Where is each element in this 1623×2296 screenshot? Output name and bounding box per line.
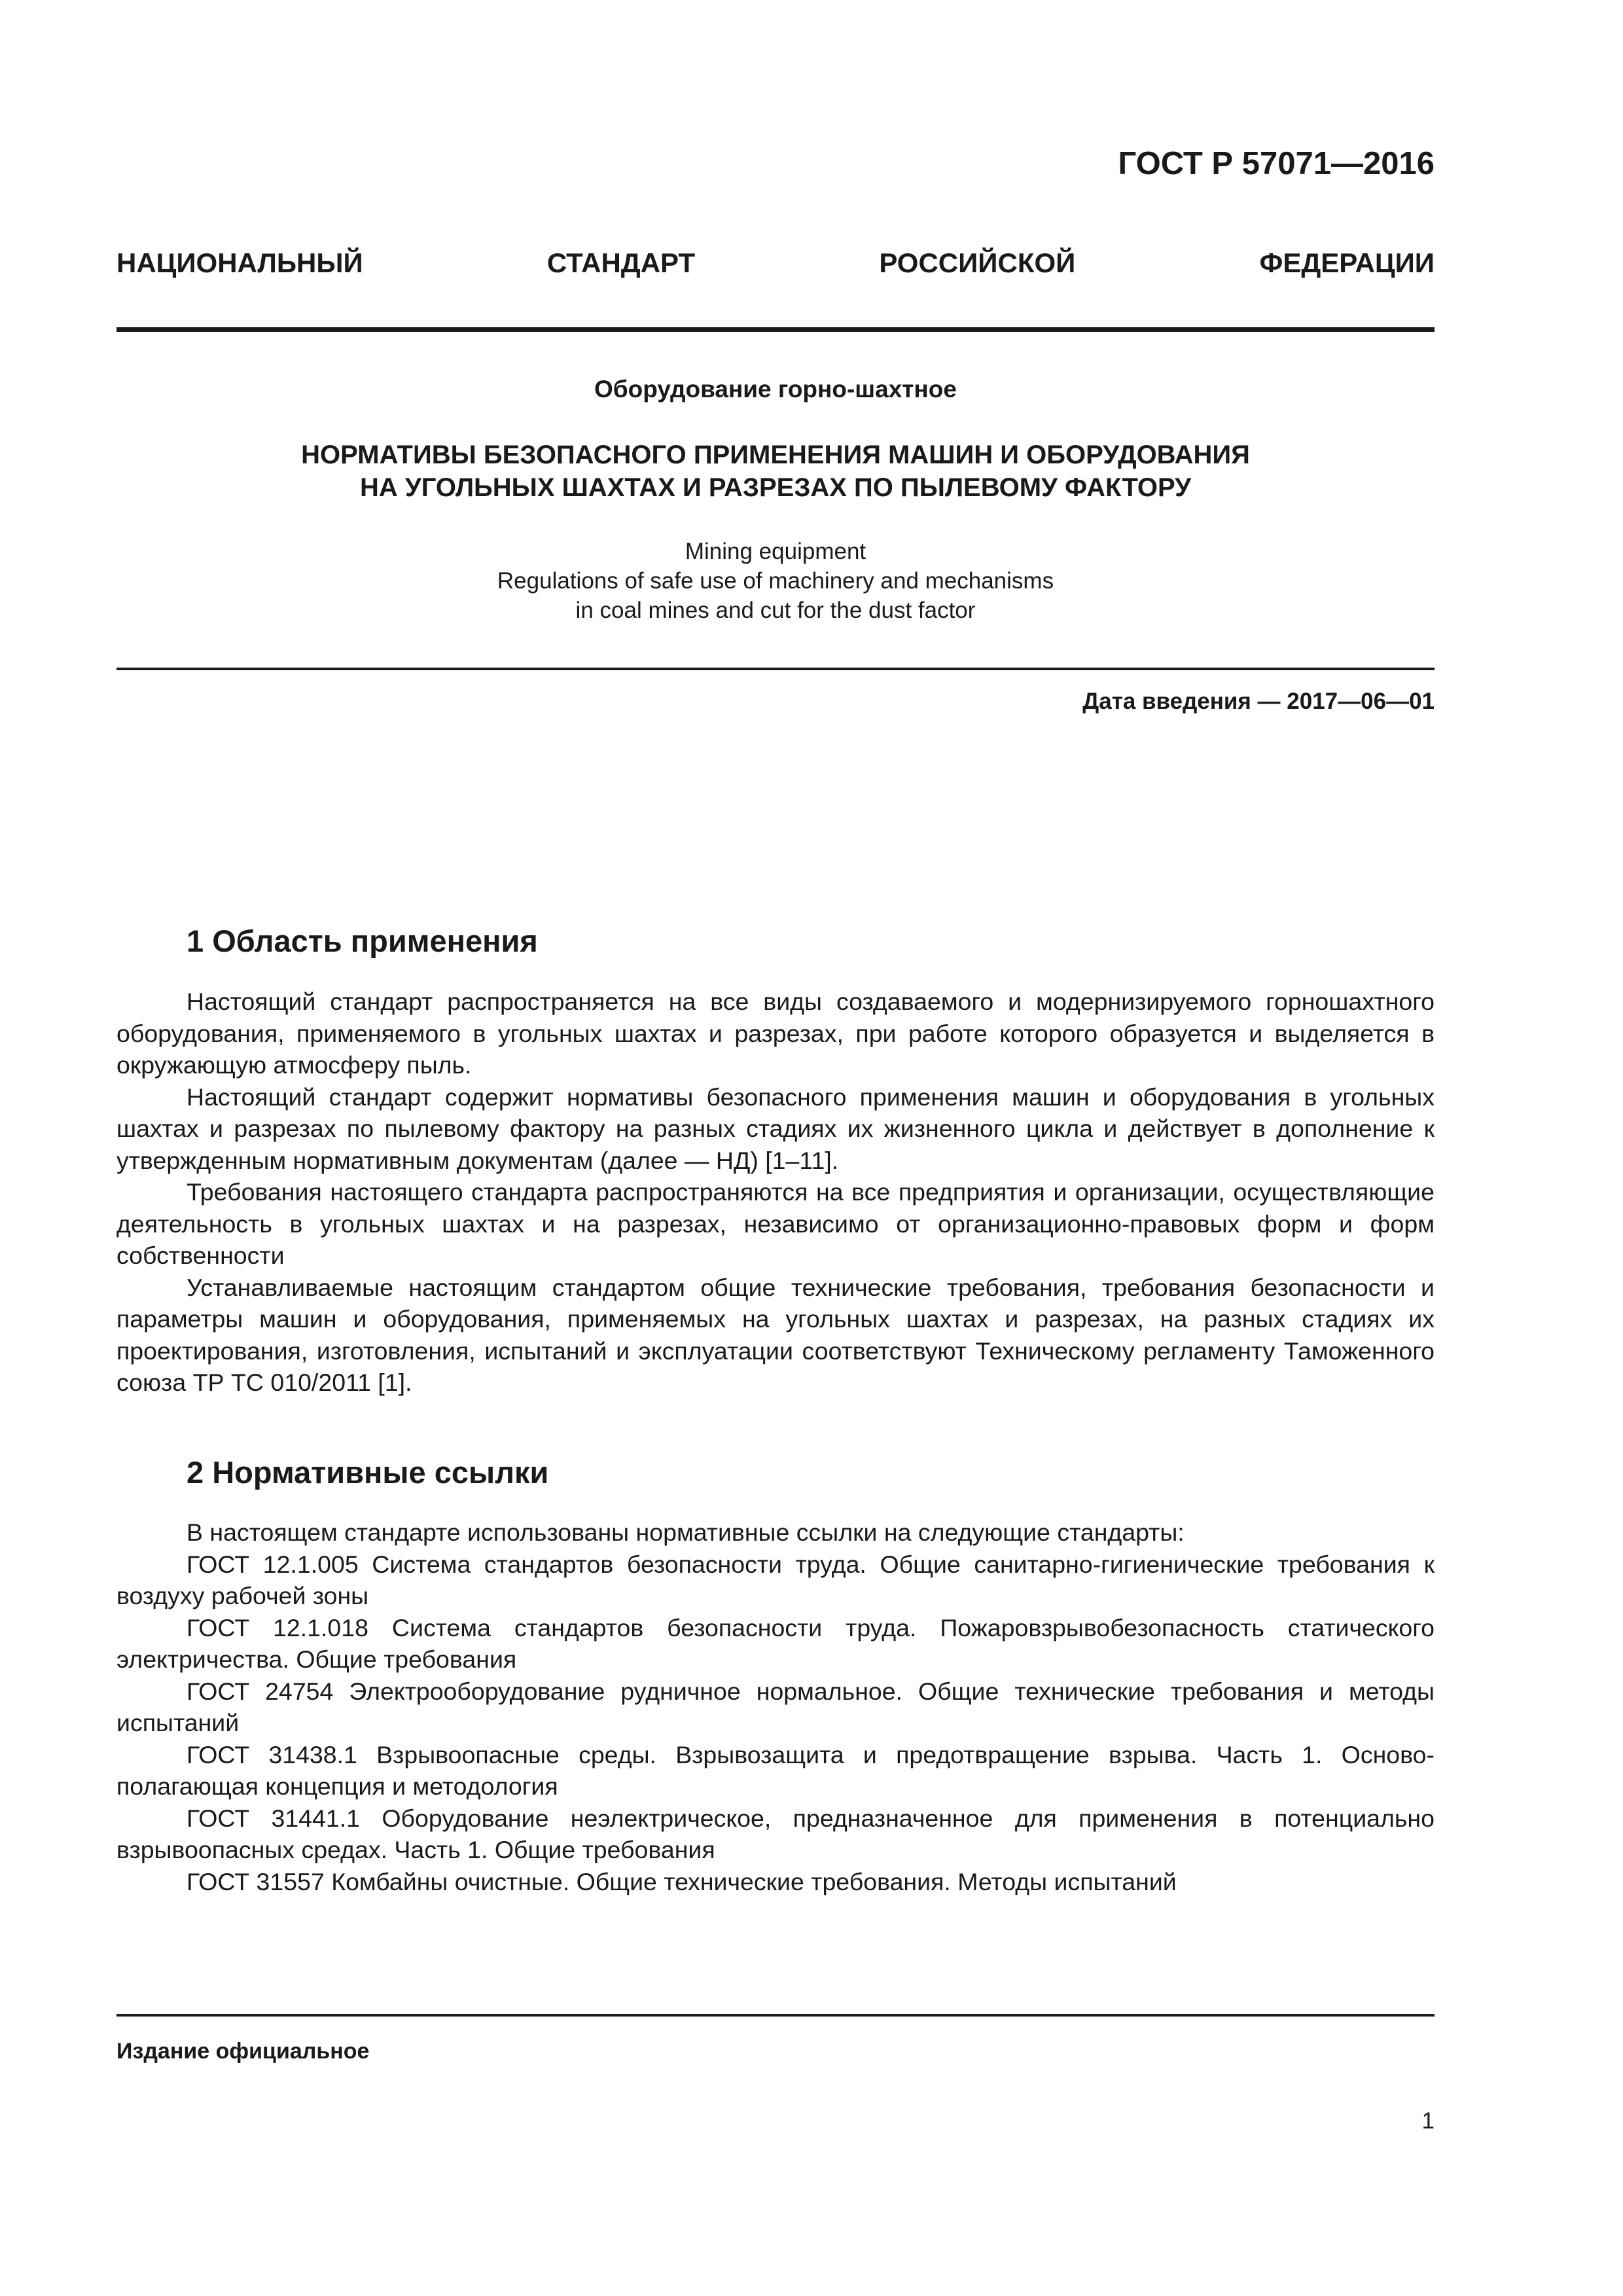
english-title-line-2: Regulations of safe use of machinery and mechanisms bbox=[497, 568, 1054, 594]
header-divider bbox=[116, 327, 1435, 332]
title-divider bbox=[116, 668, 1435, 670]
document-number: ГОСТ Р 57071—2016 bbox=[1118, 146, 1435, 181]
main-title-line-1: НОРМАТИВЫ БЕЗОПАСНОГО ПРИМЕНЕНИЯ МАШИН И ОБОРУДОВАНИЯ bbox=[301, 440, 1250, 469]
english-title-line-1: Mining equipment bbox=[685, 539, 866, 564]
section-1-body bbox=[116, 986, 1435, 1399]
equipment-title: Оборудование горно-шахтное bbox=[594, 376, 957, 403]
footer-divider bbox=[116, 2014, 1435, 2017]
introduction-date: Дата введения — 2017—06—01 bbox=[1082, 689, 1435, 714]
english-title bbox=[116, 537, 1435, 625]
page-number: 1 bbox=[1421, 2108, 1435, 2134]
section-2-heading: 2 Нормативные ссылки bbox=[187, 1455, 549, 1490]
reference-item: ГОСТ 12.1.018 Система стандартов безопасности труда. Пожаровзрывобезопасность статического электричества. Общие требования bbox=[116, 1613, 1435, 1673]
section-2-body bbox=[116, 1516, 1435, 1897]
reference-item: ГОСТ 31557 Комбайны очистные. Общие технические требования. Методы испытаний bbox=[187, 1867, 1177, 1895]
main-title-line-2: НА УГОЛЬНЫХ ШАХТАХ И РАЗРЕЗАХ ПО ПЫЛЕВОМУ ФАКТОРУ bbox=[359, 473, 1192, 502]
reference-item: ГОСТ 24754 Электрооборудование рудничное нормальное. Общие технические требования и методы испытаний bbox=[116, 1677, 1435, 1736]
national-standard-title: НАЦИОНАЛЬНЫЙ СТАНДАРТ РОССИЙСКОЙ ФЕДЕРАЦИИ bbox=[116, 247, 1435, 278]
paragraph: Требования настоящего стандарта распространяются на все предприятия и организации, осуществляющие деятельность в угольных шахтах и на разрезах, независимо от организационно-правовых форм и форм собственности bbox=[116, 1178, 1435, 1269]
paragraph: Устанавливаемые настоящим стандартом общие технические требования, требования безопасности и параметры машин и оборудования, применяемых на угольных шахтах и разрезах, на разных стадиях их проектирования, изготовления, испытаний и эксплуатации соответствуют Техническому регламенту Таможенного союза ТР ТС 010/2011 [1]. bbox=[116, 1273, 1435, 1396]
reference-item: ГОСТ 31441.1 Оборудование неэлектрическое, предназначенное для применения в потенциально взрывоопасных средах. Часть 1. Общие требования bbox=[116, 1804, 1435, 1863]
reference-item: ГОСТ 12.1.005 Система стандартов безопасности труда. Общие санитарно-гигиенические требования к воздуху рабочей зоны bbox=[116, 1550, 1435, 1609]
paragraph: В настоящем стандарте использованы нормативные ссылки на следующие стандарты: bbox=[187, 1518, 1185, 1546]
section-1-heading: 1 Область применения bbox=[187, 924, 538, 958]
english-title-line-3: in coal mines and cut for the dust factor bbox=[575, 598, 976, 623]
official-edition-label: Издание официальное bbox=[116, 2039, 370, 2064]
paragraph: Настоящий стандарт содержит нормативы безопасного применения машин и оборудования в угольных шахтах и разрезах по пылевому фактору на разных стадиях их жизненного цикла и действует в дополнение к утвержденным нормативным документам (далее — НД) [1–11]. bbox=[116, 1083, 1435, 1174]
paragraph: Настоящий стандарт распространяется на все виды создаваемого и модернизируемого горношахтного оборудования, применяемого в угольных шахтах и разрезах, при работе которого образуется и выделяется в окружающую атмосферу пыль. bbox=[116, 988, 1435, 1079]
main-title bbox=[116, 439, 1435, 504]
reference-item: ГОСТ 31438.1 Взрывоопасные среды. Взрывозащита и предотвращение взрыва. Часть 1. Основополагающая концепция и методология bbox=[116, 1740, 1435, 1800]
